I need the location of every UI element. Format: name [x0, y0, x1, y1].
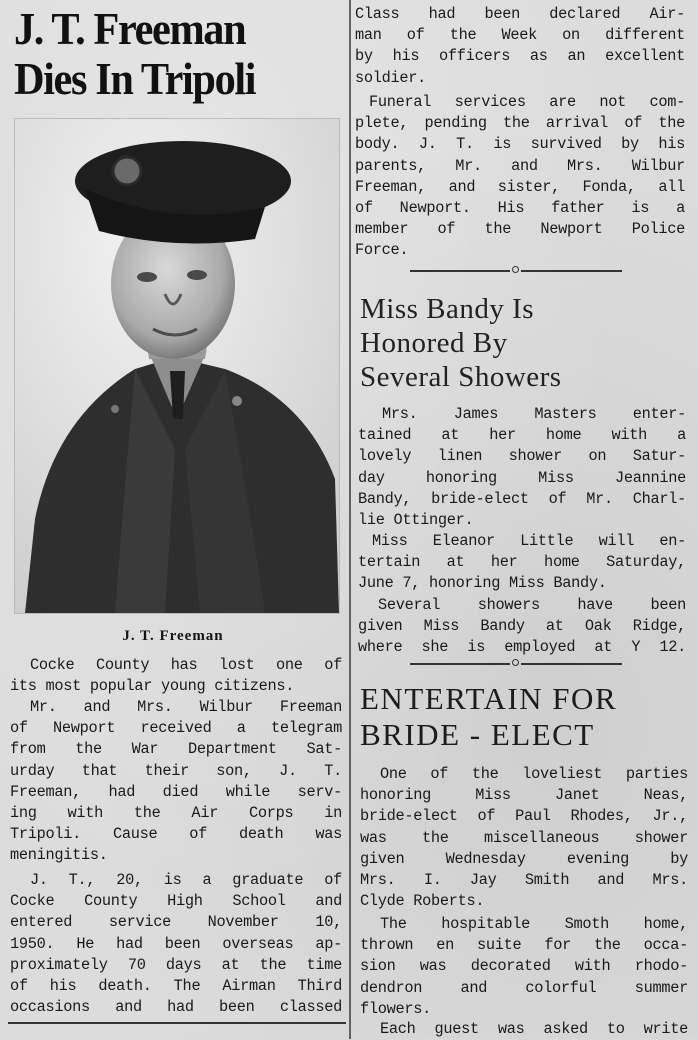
text-line: from the War Department Sat- — [10, 740, 342, 759]
text-line: was the miscellaneous shower — [360, 828, 688, 847]
text-line: flowers. — [360, 999, 432, 1018]
text-line: day honoring Miss Jeannine — [358, 468, 686, 487]
section-separator — [410, 265, 622, 275]
entertain-headline — [360, 681, 690, 753]
section-separator — [410, 658, 622, 668]
text-line: bride-elect of Paul Rhodes, Jr., — [360, 807, 688, 826]
text-line: given Wednesday evening by — [360, 849, 688, 868]
headline-line: ENTERTAIN FOR — [360, 681, 618, 716]
article-paragraph — [355, 4, 685, 89]
text-line: tained at her home with a — [358, 426, 686, 445]
text-line: Cocke County has lost one of — [30, 656, 342, 674]
headline-line: Honored By — [360, 327, 508, 359]
text-line: honoring Miss Janet Neas, — [360, 786, 688, 805]
text-line: thrown en suite for the occa- — [360, 936, 688, 955]
text-line: of Newport received a telegram — [10, 719, 342, 738]
text-line: Clyde Roberts. — [360, 892, 485, 911]
text-line: meningitis. — [10, 846, 108, 865]
freeman-headline — [14, 4, 318, 104]
text-line: given Miss Bandy at Oak Ridge, — [358, 617, 686, 636]
headline-line: Dies In Tripoli — [14, 53, 256, 104]
column-bottom-rule — [8, 1022, 346, 1024]
article-paragraph — [358, 531, 686, 595]
article-paragraph — [360, 914, 688, 1020]
text-line: lie Ottinger. — [358, 511, 474, 530]
text-line: Force. — [355, 241, 409, 260]
text-line: body. J. T. is survived by his — [355, 135, 685, 154]
article-paragraph — [10, 870, 342, 1018]
text-line: ing with the Air Corps in — [10, 804, 342, 823]
article-paragraph — [10, 697, 342, 867]
text-line: by his officers as an excellent — [355, 47, 685, 66]
text-line: sion was decorated with rhodo- — [360, 957, 688, 976]
text-line: of Newport. His father is a — [355, 199, 685, 218]
text-line: Miss Eleanor Little will en- — [372, 532, 686, 550]
text-line: Tripoli. Cause of death was — [10, 825, 342, 844]
text-line: lovely linen shower on Satur- — [358, 447, 686, 466]
headline-line: Miss Bandy Is — [360, 293, 535, 325]
headline-line: BRIDE - ELECT — [360, 717, 595, 752]
column-divider — [349, 0, 351, 1039]
text-line: soldier. — [355, 68, 427, 87]
article-paragraph — [360, 764, 688, 912]
headline-line: J. T. Freeman — [14, 3, 246, 54]
text-line: The hospitable Smoth home, — [380, 915, 688, 933]
article-paragraph — [355, 92, 685, 262]
text-line: Mr. and Mrs. Wilbur Freeman — [30, 698, 342, 716]
text-line: Mrs. James Masters enter- — [382, 405, 686, 423]
text-line: occasions and had been classed — [10, 998, 342, 1017]
text-line: tertain at her home Saturday, — [358, 553, 686, 572]
text-line: Class had been declared Air- — [355, 5, 685, 23]
text-line: Funeral services are not com- — [369, 93, 685, 111]
text-line: urday that their son, J. T. — [10, 761, 342, 780]
article-paragraph — [360, 1019, 688, 1040]
text-line: Freeman, had died while serv- — [10, 782, 342, 801]
text-line: member of the Newport Police — [355, 220, 685, 239]
text-line: One of the loveliest parties — [380, 765, 688, 783]
text-line: of his death. The Airman Third — [10, 977, 342, 996]
text-line: entered service November 10, — [10, 913, 342, 932]
text-line: June 7, honoring Miss Bandy. — [358, 574, 607, 593]
text-line: Mrs. I. Jay Smith and Mrs. — [360, 871, 688, 890]
text-line: Each guest was asked to write — [380, 1020, 688, 1038]
text-line: man of the Week on different — [355, 26, 685, 45]
article-paragraph — [358, 404, 686, 531]
article-paragraph — [10, 655, 342, 697]
text-line: Several showers have been — [378, 596, 686, 614]
text-line: plete, pending the arrival of the — [355, 114, 685, 133]
text-line: J. T., 20, is a graduate of — [30, 871, 342, 889]
text-line: parents, Mr. and Mrs. Wilbur — [355, 156, 685, 175]
text-line: Freeman, and sister, Fonda, all — [355, 177, 685, 196]
text-line: its most popular young citizens. — [10, 677, 295, 696]
text-line: where she is employed at Y 12. — [358, 638, 686, 657]
text-line: Cocke County High School and — [10, 892, 342, 911]
text-line: proximately 70 days at the time — [10, 955, 342, 974]
article-paragraph — [358, 595, 686, 659]
text-line: Bandy, bride-elect of Mr. Charl- — [358, 489, 686, 508]
bandy-headline — [360, 292, 690, 394]
text-line: dendron and colorful summer — [360, 978, 688, 997]
portrait-photo — [14, 118, 340, 614]
photo-caption: J. T. Freeman — [122, 628, 224, 644]
headline-line: Several Showers — [360, 361, 562, 393]
text-line: 1950. He had been overseas ap- — [10, 934, 342, 953]
portrait-photo-drawing — [15, 119, 339, 613]
